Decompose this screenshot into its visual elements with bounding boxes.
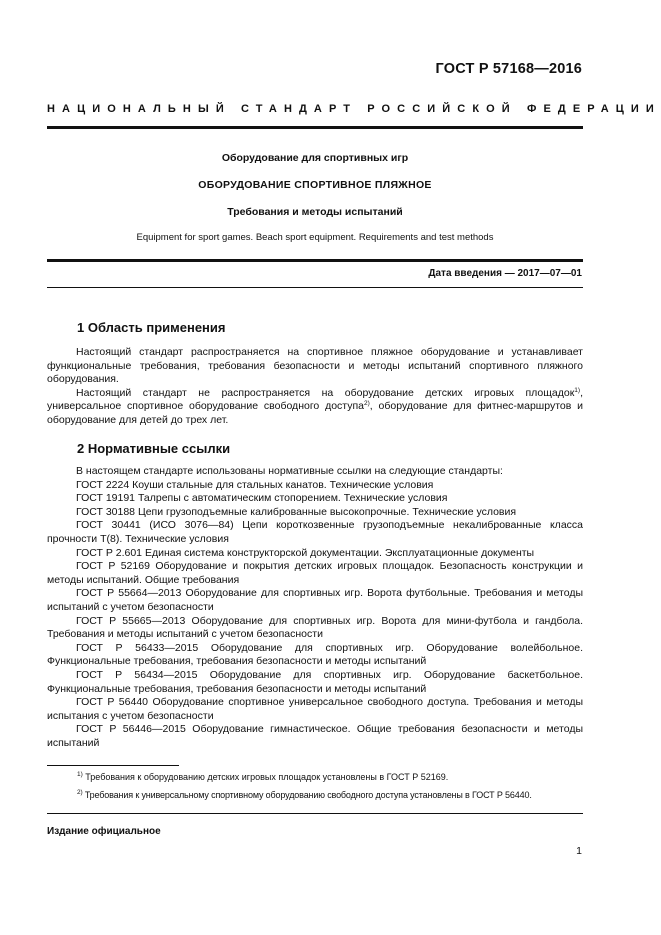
normative-reference: ГОСТ 30188 Цепи грузоподъемные калиброванные высокопрочные. Технические условия (76, 505, 517, 518)
normative-reference: ГОСТ 19191 Талрепы с автоматическим стопорением. Технические условия (76, 492, 448, 505)
title-category: Оборудование для спортивных игр (221, 152, 409, 164)
title-main: ОБОРУДОВАНИЕ СПОРТИВНОЕ ПЛЯЖНОЕ (198, 179, 432, 191)
national-standard-banner: НАЦИОНАЛЬНЫЙ СТАНДАРТ РОССИЙСКОЙ ФЕДЕРАЦИИ (47, 103, 661, 115)
title-english: Equipment for sport games. Beach sport equipment. Requirements and test methods (136, 232, 494, 243)
footnote-text-2: Требования к универсальному спортивному оборудованию свободного доступа установлены в ГОСТ Р 56440. (84, 790, 532, 800)
p2-part-b: , универсальное спортивное оборудование свободного доступа (47, 386, 583, 413)
footnote-separator (47, 765, 179, 766)
section1-body (47, 346, 583, 428)
edition-label: Издание официальное (47, 826, 161, 837)
footnote-ref-1: 1) (574, 386, 581, 394)
footnote-mark-1: 1) (77, 771, 83, 778)
footnote-1 (77, 772, 587, 782)
gost-code: ГОСТ Р 57168—2016 (435, 61, 582, 77)
date-rule (47, 287, 583, 288)
footnote-ref-2: 2) (364, 400, 370, 408)
title-rule-bottom (47, 259, 583, 262)
p2-part-a: Настоящий стандарт не распространяется на оборудование детских игровых площадок (76, 386, 575, 399)
normative-reference: ГОСТ Р 2.601 Единая система конструкторской документации. Эксплуатационные документы (76, 546, 535, 559)
footnote-text-1: Требования к оборудованию детских игровых площадок установлены в ГОСТ Р 52169. (85, 772, 449, 782)
normative-reference: ГОСТ Р 56440 Оборудование спортивное универсальное свободного доступа. Требования и методы испытания с учетом безопасности (47, 696, 583, 722)
normative-reference: ГОСТ 30441 (ИСО 3076—84) Цепи короткозвенные грузоподъемные некалиброванные класса прочности Т(8). Технические условия (47, 519, 583, 545)
footnote-2 (77, 790, 587, 800)
section1-paragraph-1: Настоящий стандарт распространяется на спортивное пляжное оборудование и устанавливает функциональные требования, требования безопасности и методы испытаний спортивного пляжного оборудования. (47, 346, 583, 386)
title-subtitle: Требования и методы испытаний (227, 206, 403, 218)
normative-reference: ГОСТ Р 55664—2013 Оборудование для спортивных игр. Ворота футбольные. Требования и методы испытаний с учетом безопасности (47, 587, 583, 613)
normative-reference: ГОСТ Р 56446—2015 Оборудование гимнастическое. Общие требования безопасности и методы испытаний (47, 723, 583, 749)
date-introduction: Дата введения — 2017—07—01 (428, 268, 582, 279)
footer-rule (47, 813, 583, 814)
normative-reference: ГОСТ Р 52169 Оборудование и покрытия детских игровых площадок. Безопасность конструкции и методы испытаний. Общие требования (47, 560, 583, 586)
section2-body (47, 465, 583, 750)
section2-heading: 2 Нормативные ссылки (77, 441, 231, 456)
section2-intro: В настоящем стандарте использованы нормативные ссылки на следующие стандарты: (76, 465, 503, 477)
header-rule-top (47, 126, 583, 129)
normative-reference: ГОСТ 2224 Коуши стальные для стальных канатов. Технические условия (76, 478, 434, 491)
footnote-mark-2: 2) (77, 789, 83, 796)
normative-reference: ГОСТ Р 56433—2015 Оборудование для спортивных игр. Оборудование волейбольное. Функциональные требования, требования безопасности и методы испытаний (47, 641, 583, 668)
normative-reference: ГОСТ Р 56434—2015 Оборудование для спортивных игр. Оборудование баскетбольное. Функциональные требования, требования безопасности и методы испытаний (47, 668, 583, 695)
section1-heading: 1 Область применения (77, 320, 226, 335)
page-number: 1 (576, 845, 582, 857)
section1-paragraph-2 (47, 387, 583, 428)
p2-part-c: , оборудование для фитнес-маршрутов и оборудование для детей до трех лет. (47, 400, 583, 426)
normative-reference: ГОСТ Р 55665—2013 Оборудование для спортивных игр. Ворота для мини-футбола и гандбола. Требования и методы испытаний с учетом безопасности (47, 614, 583, 641)
